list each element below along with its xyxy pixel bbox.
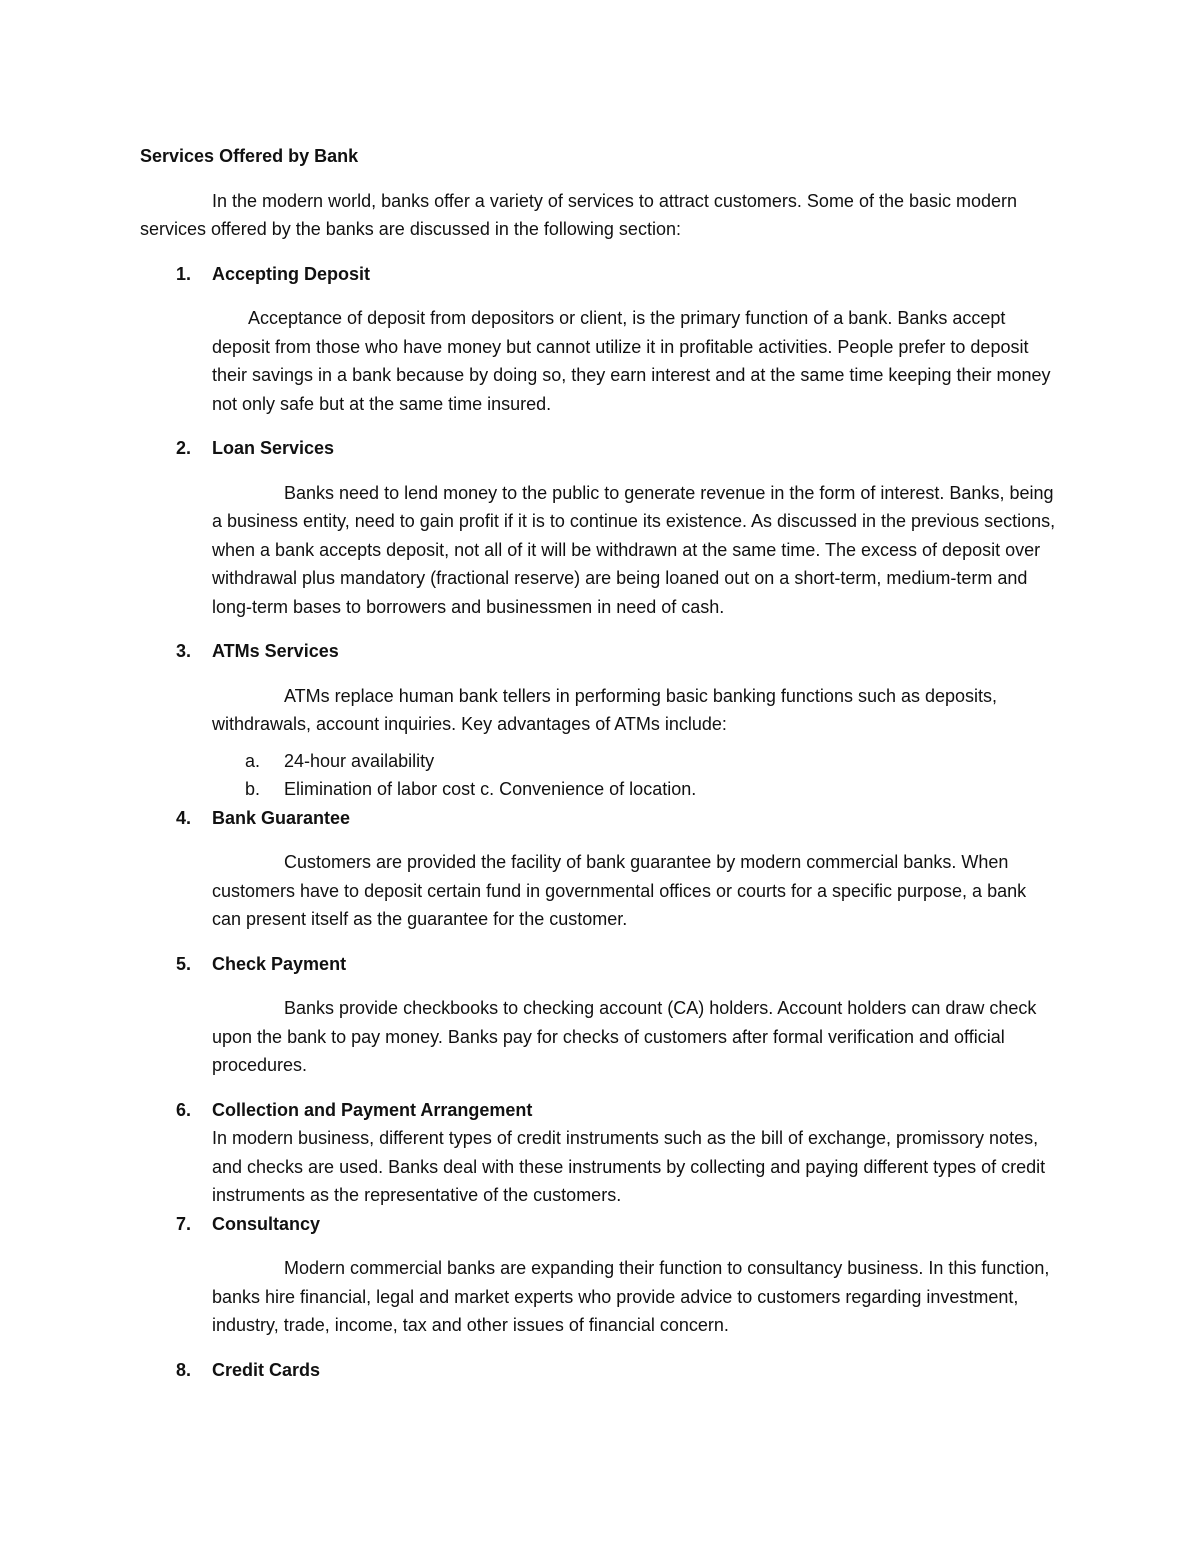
section-consultancy — [176, 1210, 1060, 1340]
section-number: 6. — [176, 1099, 192, 1120]
list-item — [245, 747, 1060, 776]
section-number: 4. — [176, 807, 192, 828]
list-item-text: 24-hour availability — [284, 750, 435, 771]
section-heading — [176, 637, 1060, 666]
section-bank-guarantee — [176, 804, 1060, 934]
section-heading — [176, 1210, 1060, 1239]
section-title: Consultancy — [212, 1213, 321, 1234]
section-paragraph: Customers are provided the facility of bank guarantee by modern commercial banks. When customers have to deposit certain fund in governmental offices or courts for a specific purpose, a bank can present itself as the guarantee for the customer. — [212, 852, 1027, 929]
section-paragraph: ATMs replace human bank tellers in performing basic banking functions such as deposits, withdrawals, account inquiries. Key advantages of ATMs include: — [212, 685, 998, 734]
intro-paragraph: In the modern world, banks offer a variety of services to attract customers. Some of the basic modern services offered by the banks are discussed in the following section: — [140, 190, 1018, 239]
list-item-letter: b. — [245, 779, 261, 799]
atm-advantages-list — [245, 747, 1060, 804]
section-number: 3. — [176, 641, 192, 661]
section-paragraph: Acceptance of deposit from depositors or client, is the primary function of a bank. Banks accept deposit from those who have money but cannot utilize it in profitable activities. People prefer to deposit their savings in a bank because by doing so, they earn interest and at the same time keeping their money not only safe but at the same time insured. — [212, 308, 1051, 414]
document-body — [140, 142, 1060, 1384]
section-title: Accepting Deposit — [212, 263, 371, 284]
list-item — [245, 775, 1060, 804]
list-item-text: Elimination of labor cost c. Convenience of location. — [284, 779, 697, 799]
section-heading — [176, 260, 1060, 289]
section-heading — [176, 1096, 1060, 1125]
section-heading — [176, 1356, 1060, 1385]
section-loan-services — [176, 434, 1060, 621]
section-paragraph: Banks provide checkbooks to checking account (CA) holders. Account holders can draw check upon the bank to pay money. Banks pay for checks of customers after formal verification and official procedures. — [212, 998, 1037, 1075]
section-number: 1. — [176, 263, 192, 284]
section-check-payment — [176, 950, 1060, 1080]
section-paragraph: In modern business, different types of credit instruments such as the bill of exchange, promissory notes, and checks are used. Banks deal with these instruments by collecting and paying different types of credit instruments as the representative of the customers. — [212, 1128, 1046, 1205]
section-number: 5. — [176, 953, 192, 974]
section-title: ATMs Services — [212, 641, 339, 661]
list-item-letter: a. — [245, 750, 261, 771]
section-title: Check Payment — [212, 953, 347, 974]
section-collection-payment — [176, 1096, 1060, 1210]
section-title: Loan Services — [212, 438, 335, 458]
section-title: Collection and Payment Arrangement — [212, 1099, 533, 1120]
section-heading — [176, 804, 1060, 833]
section-title: Credit Cards — [212, 1359, 321, 1380]
section-paragraph: Banks need to lend money to the public to generate revenue in the form of interest. Banks, being a business entity, need to gain profit if it is to continue its existence. As discussed in the previous sections, when a bank accepts deposit, not all of it will be withdrawn at the same time. The excess of deposit over withdrawal plus mandatory (fractional reserve) are being loaned out on a short-term, medium-term and long-term bases to borrowers and businessmen in need of cash. — [212, 482, 1056, 617]
document-title: Services Offered by Bank — [140, 146, 359, 166]
section-title: Bank Guarantee — [212, 807, 351, 828]
section-paragraph: Modern commercial banks are expanding their function to consultancy business. In this function, banks hire financial, legal and market experts who provide advice to customers regarding investment, industry, trade, income, tax and other issues of financial concern. — [212, 1258, 1050, 1335]
section-number: 8. — [176, 1359, 192, 1380]
section-accepting-deposit — [176, 260, 1060, 419]
section-heading — [176, 434, 1060, 463]
section-number: 7. — [176, 1213, 192, 1234]
section-credit-cards — [176, 1356, 1060, 1385]
section-heading — [176, 950, 1060, 979]
section-atms-services — [176, 637, 1060, 804]
section-number: 2. — [176, 438, 192, 458]
